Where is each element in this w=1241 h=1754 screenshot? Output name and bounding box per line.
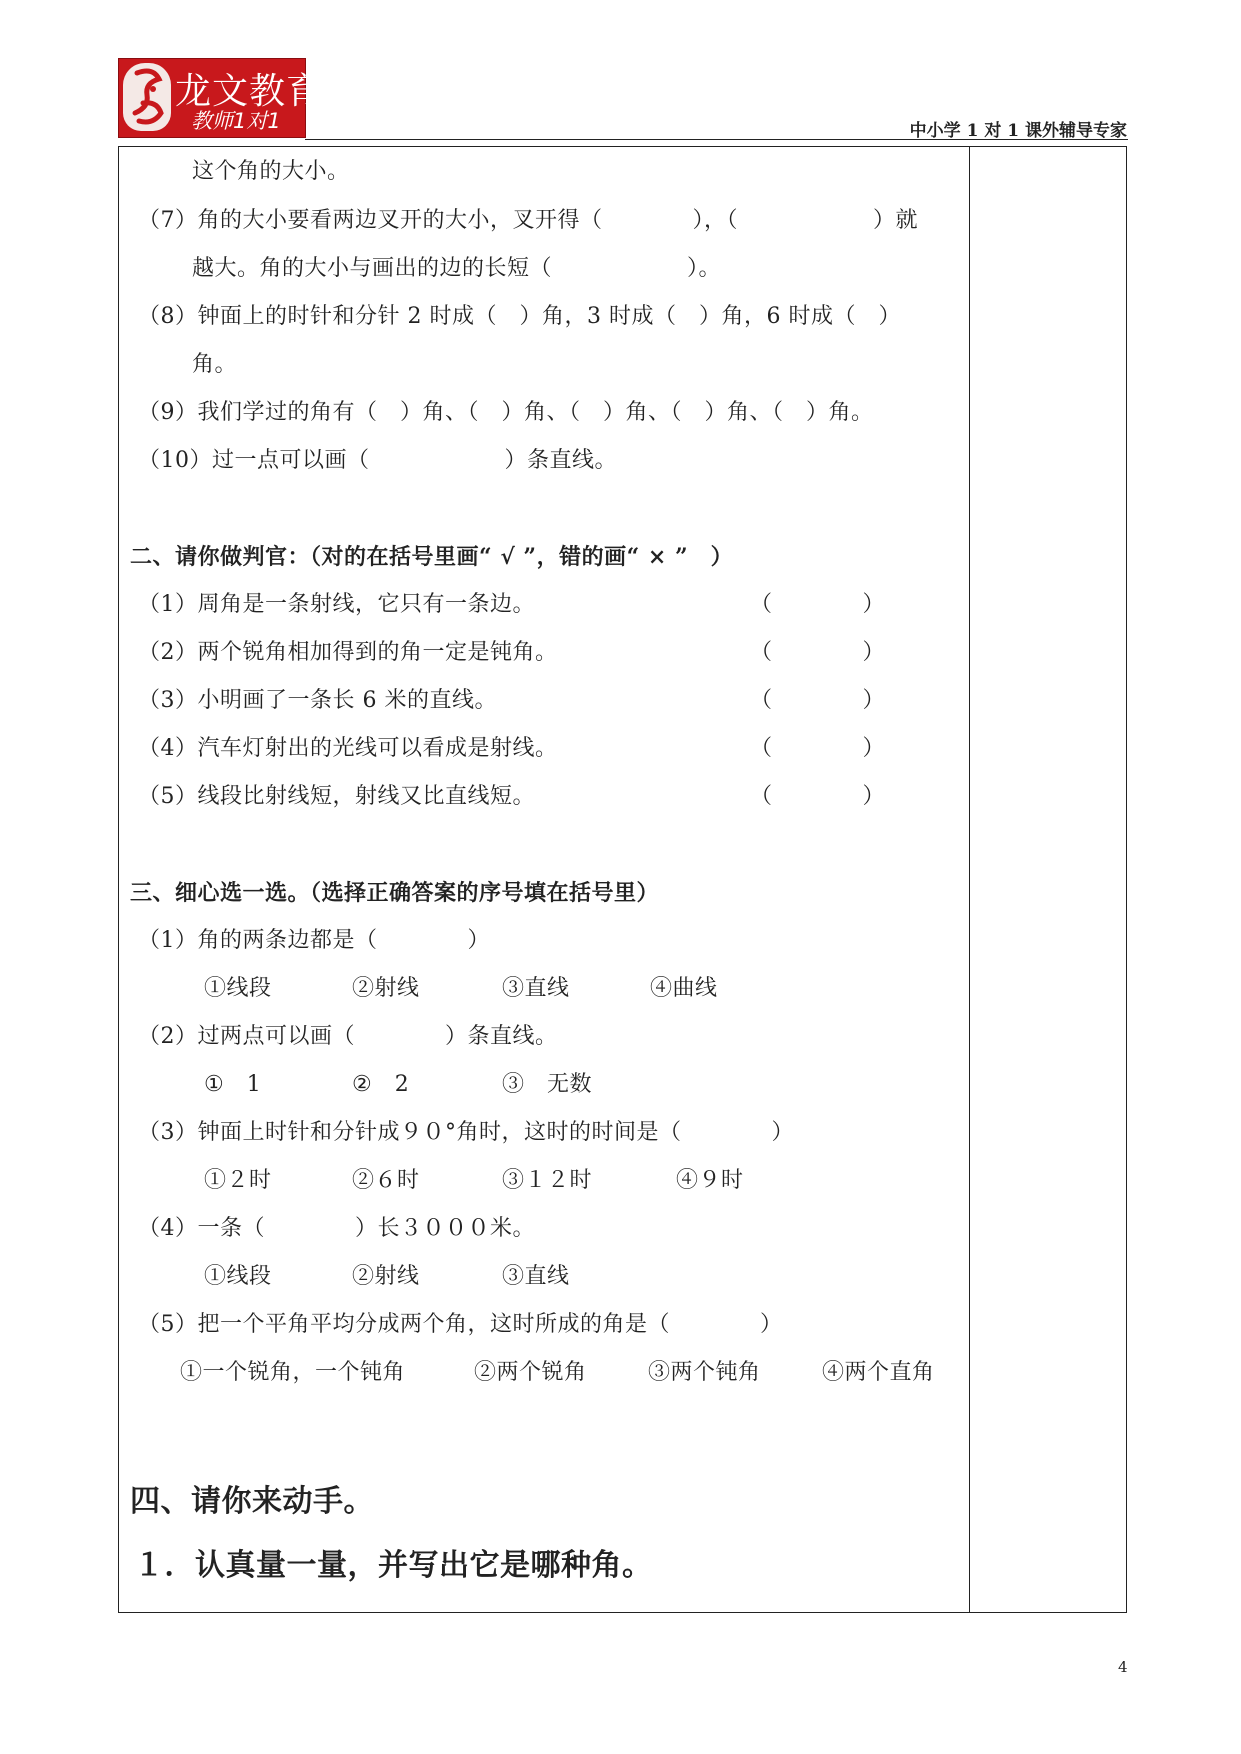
choice-option: ③直线 — [502, 976, 570, 1001]
judge-item-5: （5）线段比射线短，射线又比直线短。 — [138, 784, 535, 809]
judge-item-1: （1）周角是一条射线，它只有一条边。 — [138, 592, 535, 617]
choice-question-1: （1）角的两条边都是（ ） — [138, 928, 490, 953]
logo-subtitle: 教师1对1 — [191, 109, 281, 133]
choice-option: ④两个直角 — [822, 1360, 935, 1385]
choice-option: ①线段 — [204, 1264, 272, 1289]
fill-line: 角。 — [192, 352, 238, 377]
choice-option: ② 2 — [352, 1072, 410, 1097]
fill-question-9: （9）我们学过的角有（ ）角、（ ）角、（ ）角、（ ）角、（ ）角。 — [138, 400, 874, 425]
fill-line: 这个角的大小。 — [192, 159, 350, 184]
choice-option: ②射线 — [352, 1264, 420, 1289]
fill-line: 越大。角的大小与画出的边的长短（ ）。 — [192, 256, 722, 281]
choice-option: ②两个锐角 — [474, 1360, 587, 1385]
answer-bracket: （ ） — [750, 736, 886, 761]
answer-bracket: （ ） — [750, 640, 886, 665]
section-2-title: 二、请你做判官：（对的在括号里画“ √ ”，错的画“ × ” ） — [130, 544, 734, 570]
page-number: 4 — [1118, 1658, 1128, 1676]
choice-option: ④９时 — [676, 1168, 744, 1193]
choice-question-3: （3）钟面上时针和分针成９０°角时，这时的时间是（ ） — [138, 1120, 794, 1145]
answer-bracket: （ ） — [750, 592, 886, 617]
header-tagline: 中小学 1 对 1 课外辅导专家 — [909, 121, 1127, 141]
choice-option: ②６时 — [352, 1168, 420, 1193]
fill-question-7: （7）角的大小要看两边叉开的大小，叉开得（ ），（ ）就 — [138, 208, 918, 233]
section-3-title: 三、细心选一选。（选择正确答案的序号填在括号里） — [130, 880, 660, 906]
choice-option: ③直线 — [502, 1264, 570, 1289]
judge-item-3: （3）小明画了一条长 6 米的直线。 — [138, 688, 497, 713]
choice-option: ①２时 — [204, 1168, 272, 1193]
choice-question-4: （4）一条（ ）长３０００米。 — [138, 1216, 535, 1241]
choice-option: ③ 无数 — [502, 1072, 593, 1097]
choice-option: ①一个锐角，一个钝角 — [180, 1360, 406, 1385]
answer-bracket: （ ） — [750, 688, 886, 713]
answer-bracket: （ ） — [750, 784, 886, 809]
brand-logo — [118, 58, 324, 138]
header-rule — [305, 139, 1128, 140]
choice-option: ③１２时 — [502, 1168, 593, 1193]
judge-item-2: （2）两个锐角相加得到的角一定是钝角。 — [138, 640, 558, 665]
choice-option: ③两个钝角 — [648, 1360, 761, 1385]
choice-option: ① 1 — [204, 1072, 262, 1097]
choice-question-5: （5）把一个平角平均分成两个角，这时所成的角是（ ） — [138, 1312, 783, 1337]
choice-option: ①线段 — [204, 976, 272, 1001]
choice-option: ②射线 — [352, 976, 420, 1001]
judge-item-4: （4）汽车灯射出的光线可以看成是射线。 — [138, 736, 558, 761]
section-4-subtitle: １．认真量一量，并写出它是哪种角。 — [134, 1548, 653, 1583]
content-cell — [130, 146, 966, 1613]
choice-question-2: （2）过两点可以画（ ）条直线。 — [138, 1024, 558, 1049]
choice-option: ④曲线 — [650, 976, 718, 1001]
table-column-divider — [969, 146, 970, 1613]
fill-question-10: （10）过一点可以画（ ）条直线。 — [138, 448, 617, 473]
section-4-title: 四、请你来动手。 — [130, 1484, 374, 1519]
logo-title: 龙文教育 — [175, 71, 324, 112]
fill-question-8: （8）钟面上的时针和分针 2 时成（ ）角，3 时成（ ）角，6 时成（ ） — [138, 304, 901, 329]
logo-emblem-icon — [123, 63, 171, 131]
